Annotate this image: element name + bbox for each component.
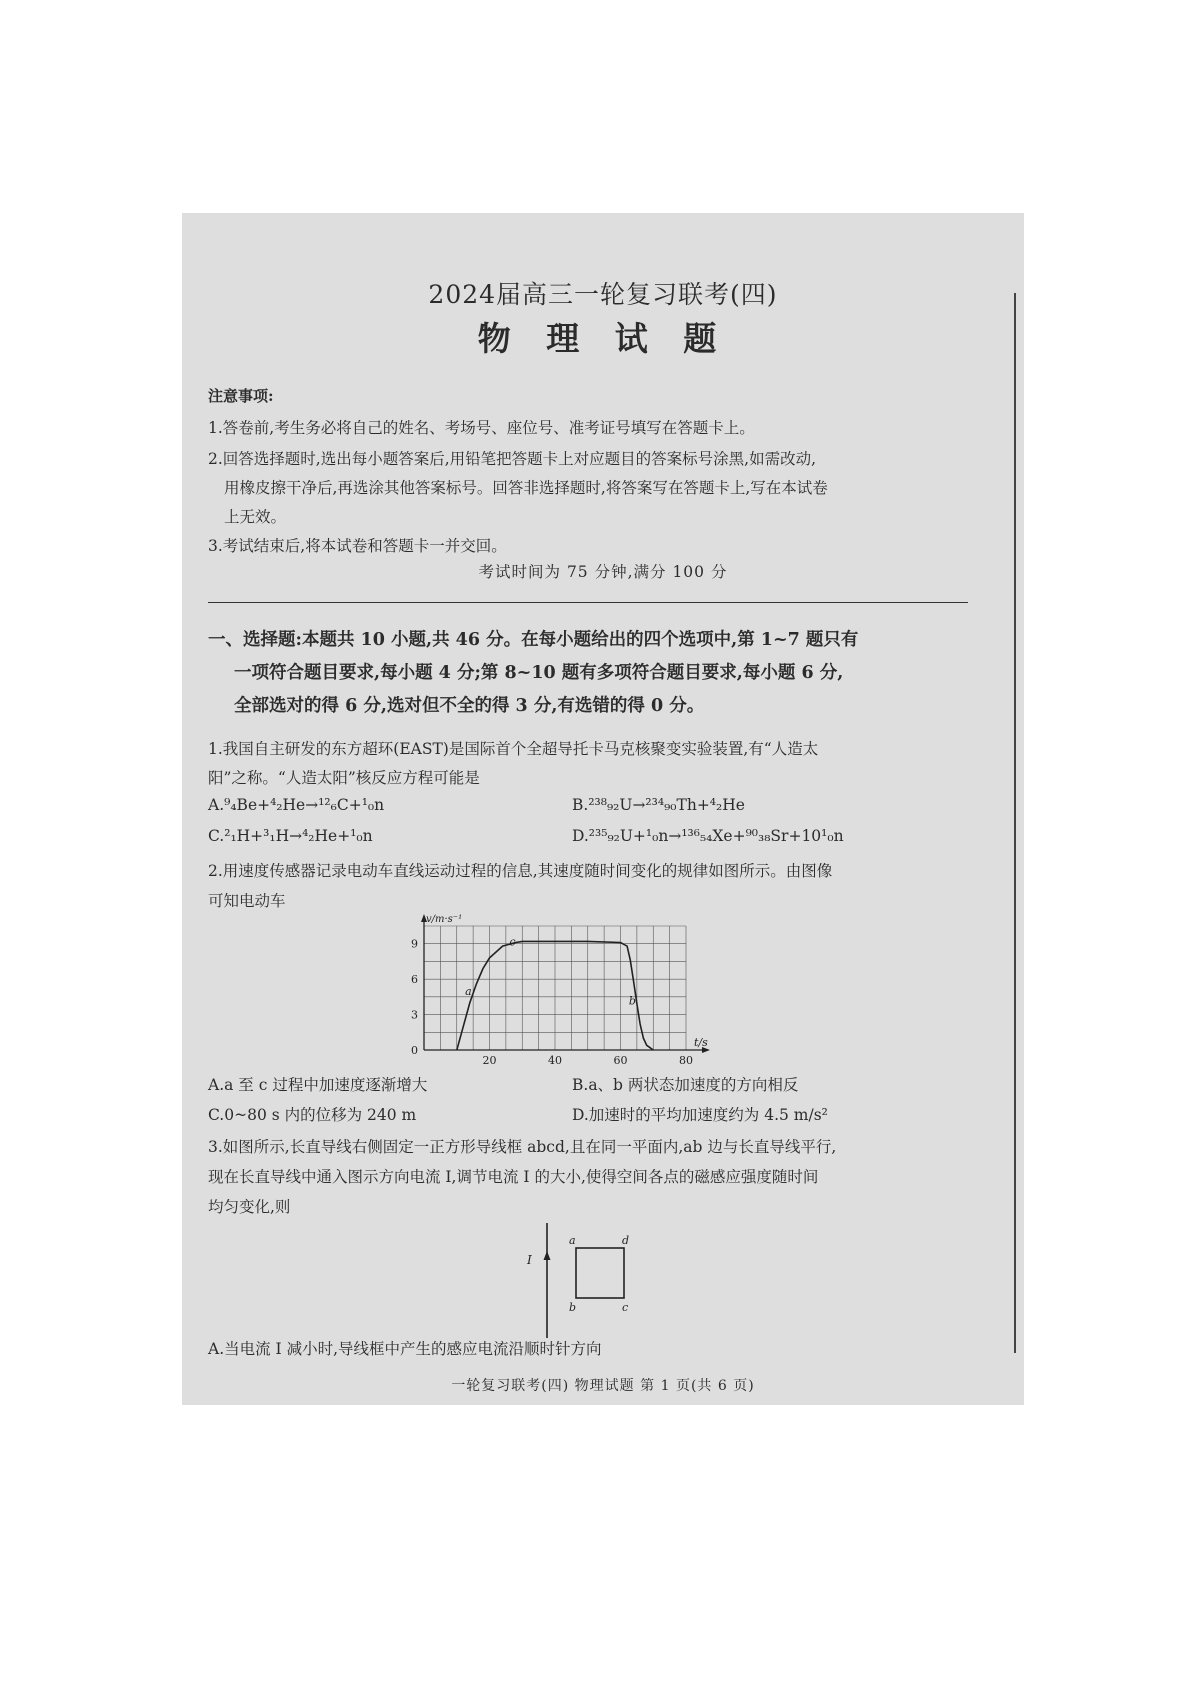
q2-line-2: 可知电动车 [208,892,286,910]
square-loop [576,1248,624,1298]
corner-c-label: c [622,1301,629,1314]
page-edge-line [1014,293,1016,1353]
exam-title: 2024届高三一轮复习联考(四) [428,280,778,309]
section-1-line-3: 全部选对的得 6 分,选对但不全的得 3 分,有选错的得 0 分。 [234,696,705,716]
section-1-line-2: 一项符合题目要求,每小题 4 分;第 8~10 题有多项符合题目要求,每小题 6 分, [234,663,844,683]
y-axis-label: v/m·s⁻¹ [426,914,463,925]
section-1-line-1: 一、选择题:本题共 10 小题,共 46 分。在每小题给出的四个选项中,第 1~7 题只有 [208,630,859,650]
q2-line-1: 2.用速度传感器记录电动车直线运动过程的信息,其速度随时间变化的规律如图所示。由图像 [208,862,833,880]
corner-d-label: d [622,1234,630,1247]
y-tick-label: 9 [411,937,418,951]
y-tick-label: 3 [411,1008,418,1022]
q1-option-d: D.²³⁵₉₂U+¹₀n→¹³⁶₅₄Xe+⁹⁰₃₈Sr+10¹₀n [572,827,844,845]
x-tick-label: 80 [679,1054,693,1067]
chart-grid [424,926,686,1050]
velocity-time-chart [382,910,712,1070]
curve-point-label: c [509,935,516,949]
divider [208,602,968,603]
curve-point-label: a [465,984,472,998]
notice-line-2b: 用橡皮擦干净后,再选涂其他答案标号。回答非选择题时,将答案写在答题卡上,写在本试卷 [224,479,828,497]
q2-option-a: A.a 至 c 过程中加速度逐渐增大 [208,1076,428,1094]
x-axis-label: t/s [694,1036,708,1049]
q3-line-1: 3.如图所示,长直导线右侧固定一正方形导线框 abcd,且在同一平面内,ab 边与长直导线平行, [208,1138,837,1156]
q1-option-a: A.⁹₄Be+⁴₂He→¹²₆C+¹₀n [208,796,385,814]
y-tick-label: 0 [411,1044,418,1057]
notice-line-2c: 上无效。 [224,508,287,526]
y-tick-label: 6 [411,973,418,987]
x-tick-label: 40 [548,1054,562,1067]
notice-line-1: 1.答卷前,考生务必将自己的姓名、考场号、座位号、准考证号填写在答题卡上。 [208,419,755,437]
subject-title: 物 理 试 题 [477,319,729,358]
q2-option-d: D.加速时的平均加速度约为 4.5 m/s² [572,1106,828,1124]
current-label: I [527,1253,532,1267]
q3-line-3: 均匀变化,则 [208,1198,291,1216]
corner-b-label: b [569,1301,577,1314]
q3-option-a: A.当电流 I 减小时,导线框中产生的感应电流沿顺时针方向 [208,1340,602,1358]
curve-point-label: b [628,994,636,1008]
notice-line-2a: 2.回答选择题时,选出每小题答案后,用铅笔把答题卡上对应题目的答案标号涂黑,如需改动, [208,450,816,468]
corner-a-label: a [569,1234,576,1247]
exam-time-info: 考试时间为 75 分钟,满分 100 分 [478,563,728,581]
q1-option-b: B.²³⁸₉₂U→²³⁴₉₀Th+⁴₂He [572,796,745,814]
wire-loop-figure [517,1218,657,1343]
q1-line-2: 阳”之称。“人造太阳”核反应方程可能是 [208,769,480,787]
notice-line-3: 3.考试结束后,将本试卷和答题卡一并交回。 [208,537,507,555]
q2-option-b: B.a、b 两状态加速度的方向相反 [572,1076,799,1094]
exam-page [182,213,1024,1405]
q3-line-2: 现在长直导线中通入图示方向电流 I,调节电流 I 的大小,使得空间各点的磁感应强度随时间 [208,1168,819,1186]
q1-line-1: 1.我国自主研发的东方超环(EAST)是国际首个全超导托卡马克核聚变实验装置,有“人造太 [208,740,819,758]
q2-option-c: C.0~80 s 内的位移为 240 m [208,1106,417,1124]
current-arrow-icon [544,1251,551,1260]
x-tick-label: 20 [482,1054,497,1067]
q1-option-c: C.²₁H+³₁H→⁴₂He+¹₀n [208,827,373,845]
notice-heading: 注意事项: [208,387,274,405]
x-tick-label: 60 [613,1054,628,1067]
page-footer: 一轮复习联考(四) 物理试题 第 1 页(共 6 页) [451,1378,755,1394]
